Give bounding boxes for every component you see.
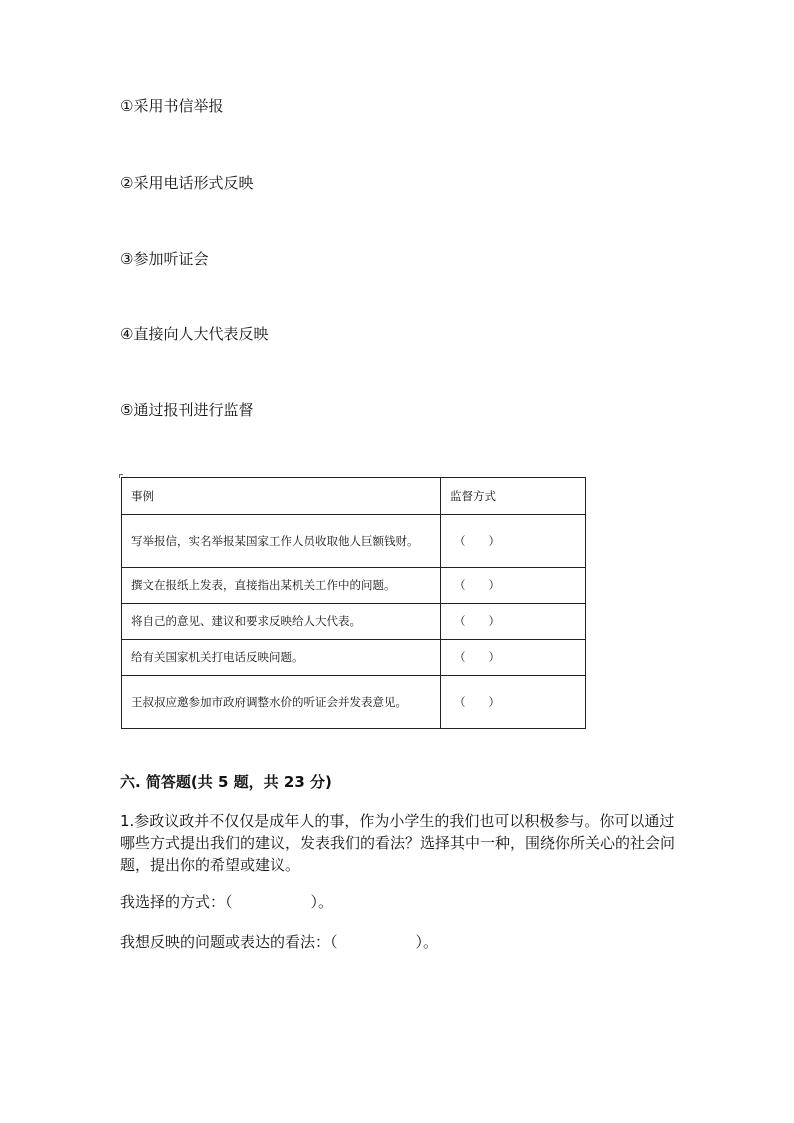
row-answer: （ ） <box>441 604 586 640</box>
answer-line-method <box>120 891 333 913</box>
table-row <box>122 640 586 676</box>
answer-opinion-label: 我想反映的问题或表达的看法：（ <box>120 933 338 951</box>
row-example: 写举报信，实名举报某国家工作人员收取他人巨额钱财。 <box>122 515 441 568</box>
section-title: 六. 简答题(共 5 题，共 23 分) <box>120 773 332 791</box>
row-answer: （ ） <box>441 515 586 568</box>
option-1: ①采用书信举报 <box>120 97 224 115</box>
header-method: 监督方式 <box>441 478 586 515</box>
option-3: ③参加听证会 <box>120 250 209 268</box>
row-example: 撰文在报纸上发表，直接指出某机关工作中的问题。 <box>122 568 441 604</box>
supervision-table <box>121 477 586 729</box>
question-text: 1.参政议政并不仅仅是成年人的事，作为小学生的我们也可以积极参与。你可以通过哪些方式提出我们的建议，发表我们的看法？选择其中一种，围绕你所关心的社会问题，提出你的希望或建议。 <box>120 812 676 874</box>
header-example: 事例 <box>122 478 441 515</box>
table-row <box>122 676 586 729</box>
row-answer: （ ） <box>441 640 586 676</box>
row-answer: （ ） <box>441 568 586 604</box>
answer-method-label: 我选择的方式：（ <box>120 893 233 911</box>
row-example: 王叔叔应邀参加市政府调整水价的听证会并发表意见。 <box>122 676 441 729</box>
table-header-row <box>122 478 586 515</box>
option-2: ②采用电话形式反映 <box>120 174 254 192</box>
answer-method-end: ）。 <box>310 893 334 911</box>
option-4: ④直接向人大代表反映 <box>120 325 269 343</box>
answer-line-opinion <box>120 931 438 953</box>
option-5: ⑤通过报刊进行监督 <box>120 401 254 419</box>
row-example: 将自己的意见、建议和要求反映给人大代表。 <box>122 604 441 640</box>
row-answer: （ ） <box>441 676 586 729</box>
table-row <box>122 515 586 568</box>
answer-opinion-end: ）。 <box>415 933 439 951</box>
table-row <box>122 568 586 604</box>
row-example: 给有关国家机关打电话反映问题。 <box>122 640 441 676</box>
table-row <box>122 604 586 640</box>
